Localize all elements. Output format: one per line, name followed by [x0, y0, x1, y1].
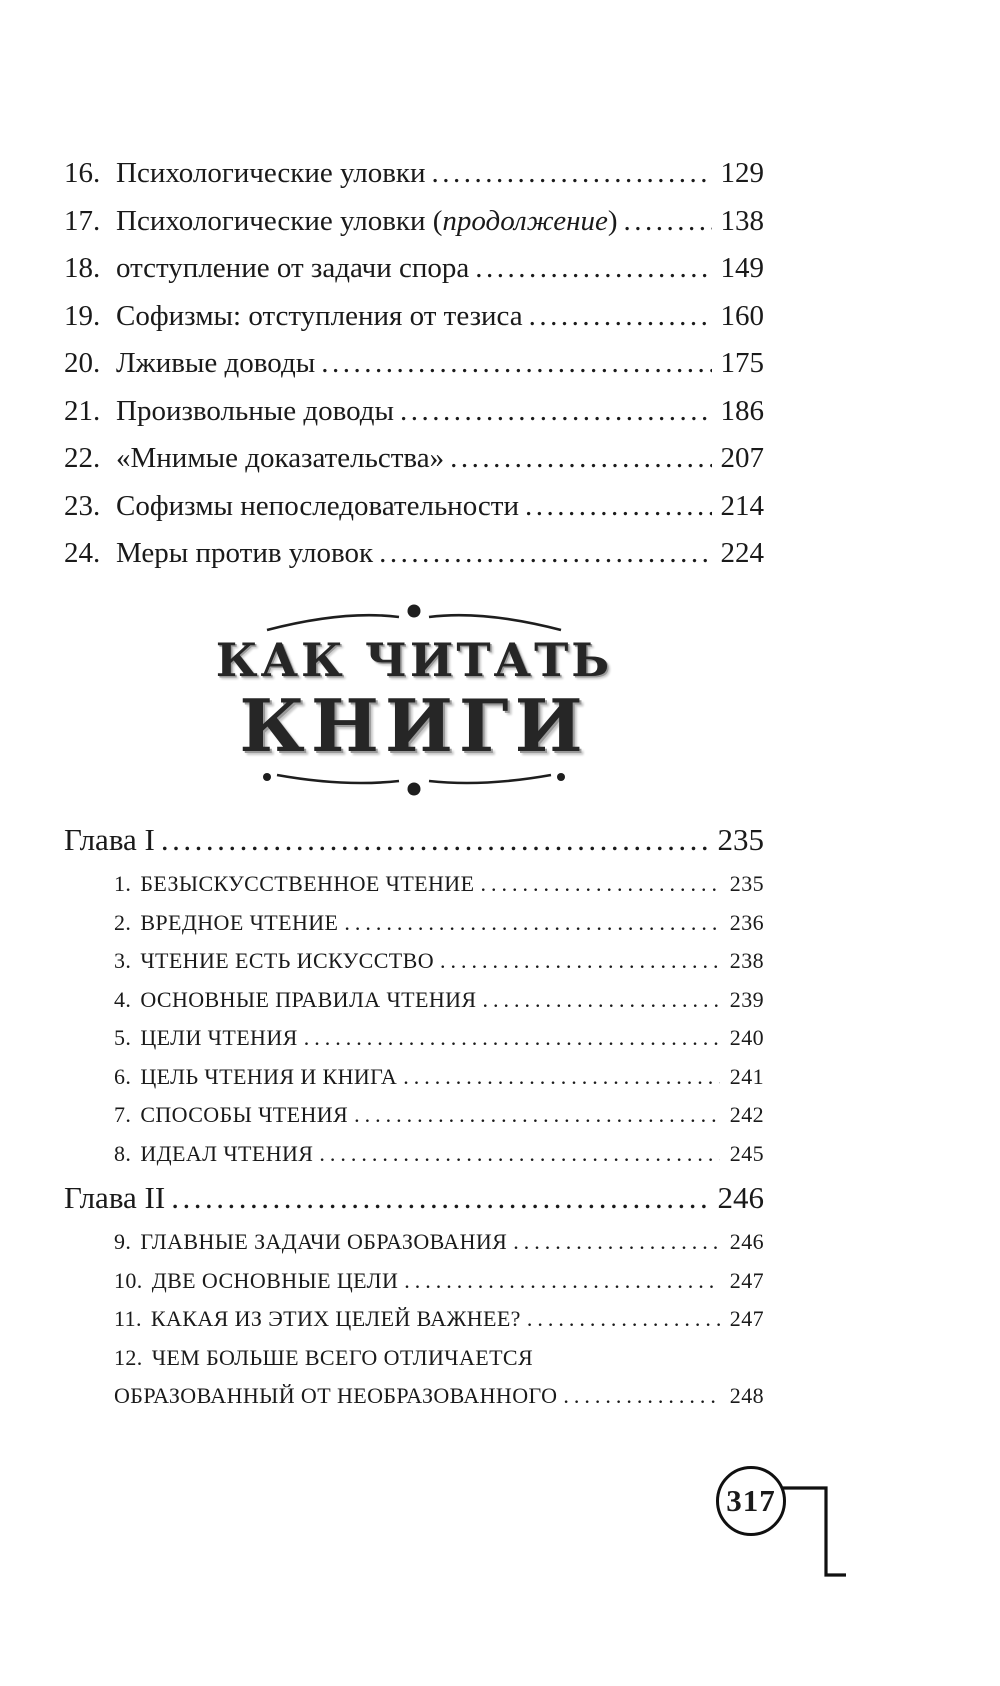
entry-page: 247 [729, 1306, 764, 1332]
dot-leader [319, 1135, 720, 1174]
entry-number: 3. [114, 948, 132, 974]
entry-title: БЕЗЫСКУССТВЕННОЕ ЧТЕНИЕ [140, 871, 475, 897]
entry-title-line2: ОБРАЗОВАННЫЙ ОТ НЕОБРАЗОВАННОГО [114, 1383, 558, 1409]
entry-page: 175 [720, 347, 764, 379]
entry-number: 7. [114, 1102, 132, 1128]
entry-number: 4. [114, 986, 132, 1012]
entry-title: ИДЕАЛ ЧТЕНИЯ [140, 1140, 314, 1166]
entry-title-line1: ЧЕМ БОЛЬШЕ ВСЕГО ОТЛИЧАЕТСЯ [151, 1344, 534, 1370]
entry-title: «Мнимые доказательства» [116, 442, 445, 474]
entry-number: 12. [114, 1344, 143, 1370]
entry-number: 19. [64, 299, 101, 332]
entry-number: 21. [64, 394, 101, 427]
toc-subentry [114, 942, 764, 981]
dot-leader [344, 904, 720, 943]
entry-page: 224 [720, 537, 764, 569]
corner-ornament-icon [782, 1480, 852, 1584]
toc-entry [64, 435, 764, 483]
entry-title: ЧТЕНИЕ ЕСТЬ ИСКУССТВО [140, 948, 435, 974]
chapter-items [64, 1223, 764, 1416]
dot-leader [354, 1096, 720, 1135]
entry-page: 246 [729, 1229, 764, 1255]
dot-leader [379, 530, 712, 578]
entry-title: Софизмы: отступления от тезиса [116, 299, 523, 332]
toc-subentry [114, 865, 764, 904]
toc-subentry [114, 1058, 764, 1097]
toc-subentry [114, 1262, 764, 1301]
toc-subentry [114, 1096, 764, 1135]
dot-leader [480, 865, 720, 904]
chapter-title: Глава II [64, 1180, 166, 1216]
dot-leader [513, 1223, 720, 1262]
dot-leader [529, 293, 712, 341]
toc-entry [64, 150, 764, 198]
entry-title: ОСНОВНЫЕ ПРАВИЛА ЧТЕНИЯ [140, 986, 477, 1012]
toc-entry [64, 245, 764, 293]
entry-page: 248 [729, 1383, 764, 1409]
entry-title: Произвольные доводы [116, 394, 395, 427]
entry-title: Софизмы непоследовательности [116, 489, 519, 522]
entry-title: Меры против уловок [116, 537, 374, 569]
toc-subentry [114, 1223, 764, 1262]
entry-page: 129 [720, 157, 764, 189]
entry-page: 160 [720, 299, 764, 332]
chapter-title: Глава I [64, 822, 155, 858]
toc-entry [64, 483, 764, 531]
dot-leader [403, 1058, 720, 1097]
entry-title: ЦЕЛЬ ЧТЕНИЯ И КНИГА [140, 1063, 398, 1089]
dot-leader [450, 435, 712, 483]
entry-title: ВРЕДНОЕ ЧТЕНИЕ [140, 909, 339, 935]
entry-number: 20. [64, 347, 101, 379]
dot-leader [432, 150, 712, 198]
entry-number: 2. [114, 909, 132, 935]
entry-page: 239 [729, 986, 764, 1012]
entry-title: Лживые доводы [116, 347, 316, 379]
toc-entry [64, 530, 764, 578]
entry-page: 245 [729, 1140, 764, 1166]
chapter-heading [64, 1173, 764, 1223]
toc-subentry [114, 1300, 764, 1339]
entry-page: 235 [729, 871, 764, 897]
dot-leader [404, 1262, 720, 1301]
dot-leader [624, 198, 712, 246]
page-number-circle [716, 1466, 786, 1536]
entry-number: 24. [64, 537, 101, 569]
entry-page: 240 [729, 1025, 764, 1051]
footer-page-marker [716, 1466, 916, 1586]
toc-subentry [114, 981, 764, 1020]
entry-page: 241 [729, 1063, 764, 1089]
dot-leader [304, 1019, 720, 1058]
entry-number: 8. [114, 1140, 132, 1166]
entry-number: 22. [64, 442, 101, 474]
entry-page: 247 [729, 1267, 764, 1293]
entry-title: отступление от задачи спора [116, 252, 470, 284]
entry-page: 138 [720, 204, 764, 237]
entry-number: 17. [64, 204, 101, 237]
entry-title: Психологические уловки [116, 157, 426, 189]
entry-number: 23. [64, 489, 101, 522]
entry-title: ДВЕ ОСНОВНЫЕ ЦЕЛИ [151, 1267, 399, 1293]
entry-title-italic: продолжение [442, 204, 608, 237]
entry-page: 214 [720, 489, 764, 522]
toc-entry [64, 293, 764, 341]
entry-page: 242 [729, 1102, 764, 1128]
entry-title: СПОСОБЫ ЧТЕНИЯ [140, 1102, 349, 1128]
chapter-page: 246 [717, 1180, 764, 1216]
chapter-heading [64, 815, 764, 865]
entry-number: 1. [114, 871, 132, 897]
entry-number: 18. [64, 252, 101, 284]
entry-title: Психологические уловки (продолжение) [116, 204, 618, 237]
dot-leader [475, 245, 712, 293]
dot-leader [171, 1173, 710, 1223]
toc-subentry [114, 1019, 764, 1058]
toc-entry [64, 340, 764, 388]
entry-number: 6. [114, 1063, 132, 1089]
ornament-top-icon [259, 602, 569, 634]
entry-number: 10. [114, 1267, 143, 1293]
toc-subentry [114, 1135, 764, 1174]
dot-leader [161, 815, 710, 865]
table-of-contents [64, 150, 764, 1416]
dot-leader [440, 942, 720, 981]
entry-page: 186 [720, 394, 764, 427]
logo-title-line1: КАК ЧИТАТЬ [215, 632, 613, 687]
page-number: 317 [726, 1483, 776, 1518]
chapter-page: 235 [717, 822, 764, 858]
dot-leader [525, 483, 712, 531]
toc-entry [64, 388, 764, 436]
entry-page: 149 [720, 252, 764, 284]
entry-title: ГЛАВНЫЕ ЗАДАЧИ ОБРАЗОВАНИЯ [140, 1229, 508, 1255]
entry-number: 9. [114, 1229, 132, 1255]
logo-title-line2: КНИГИ [239, 683, 589, 769]
entry-number: 5. [114, 1025, 132, 1051]
chapter-items [64, 865, 764, 1173]
section-logo [64, 602, 764, 800]
entry-page: 236 [729, 909, 764, 935]
toc-subentry-twoline [114, 1339, 764, 1416]
entry-page: 207 [720, 442, 764, 474]
dot-leader [563, 1377, 720, 1416]
entry-number: 16. [64, 157, 101, 189]
toc-subentry [114, 904, 764, 943]
entry-title: КАКАЯ ИЗ ЭТИХ ЦЕЛЕЙ ВАЖНЕЕ? [150, 1306, 521, 1332]
dot-leader [321, 340, 712, 388]
dot-leader [400, 388, 712, 436]
dot-leader [527, 1300, 720, 1339]
entry-number: 11. [114, 1306, 142, 1332]
entry-page: 238 [729, 948, 764, 974]
ornament-bottom-icon [259, 767, 569, 799]
toc-entry [64, 198, 764, 246]
entry-title: ЦЕЛИ ЧТЕНИЯ [140, 1025, 298, 1051]
dot-leader [483, 981, 721, 1020]
